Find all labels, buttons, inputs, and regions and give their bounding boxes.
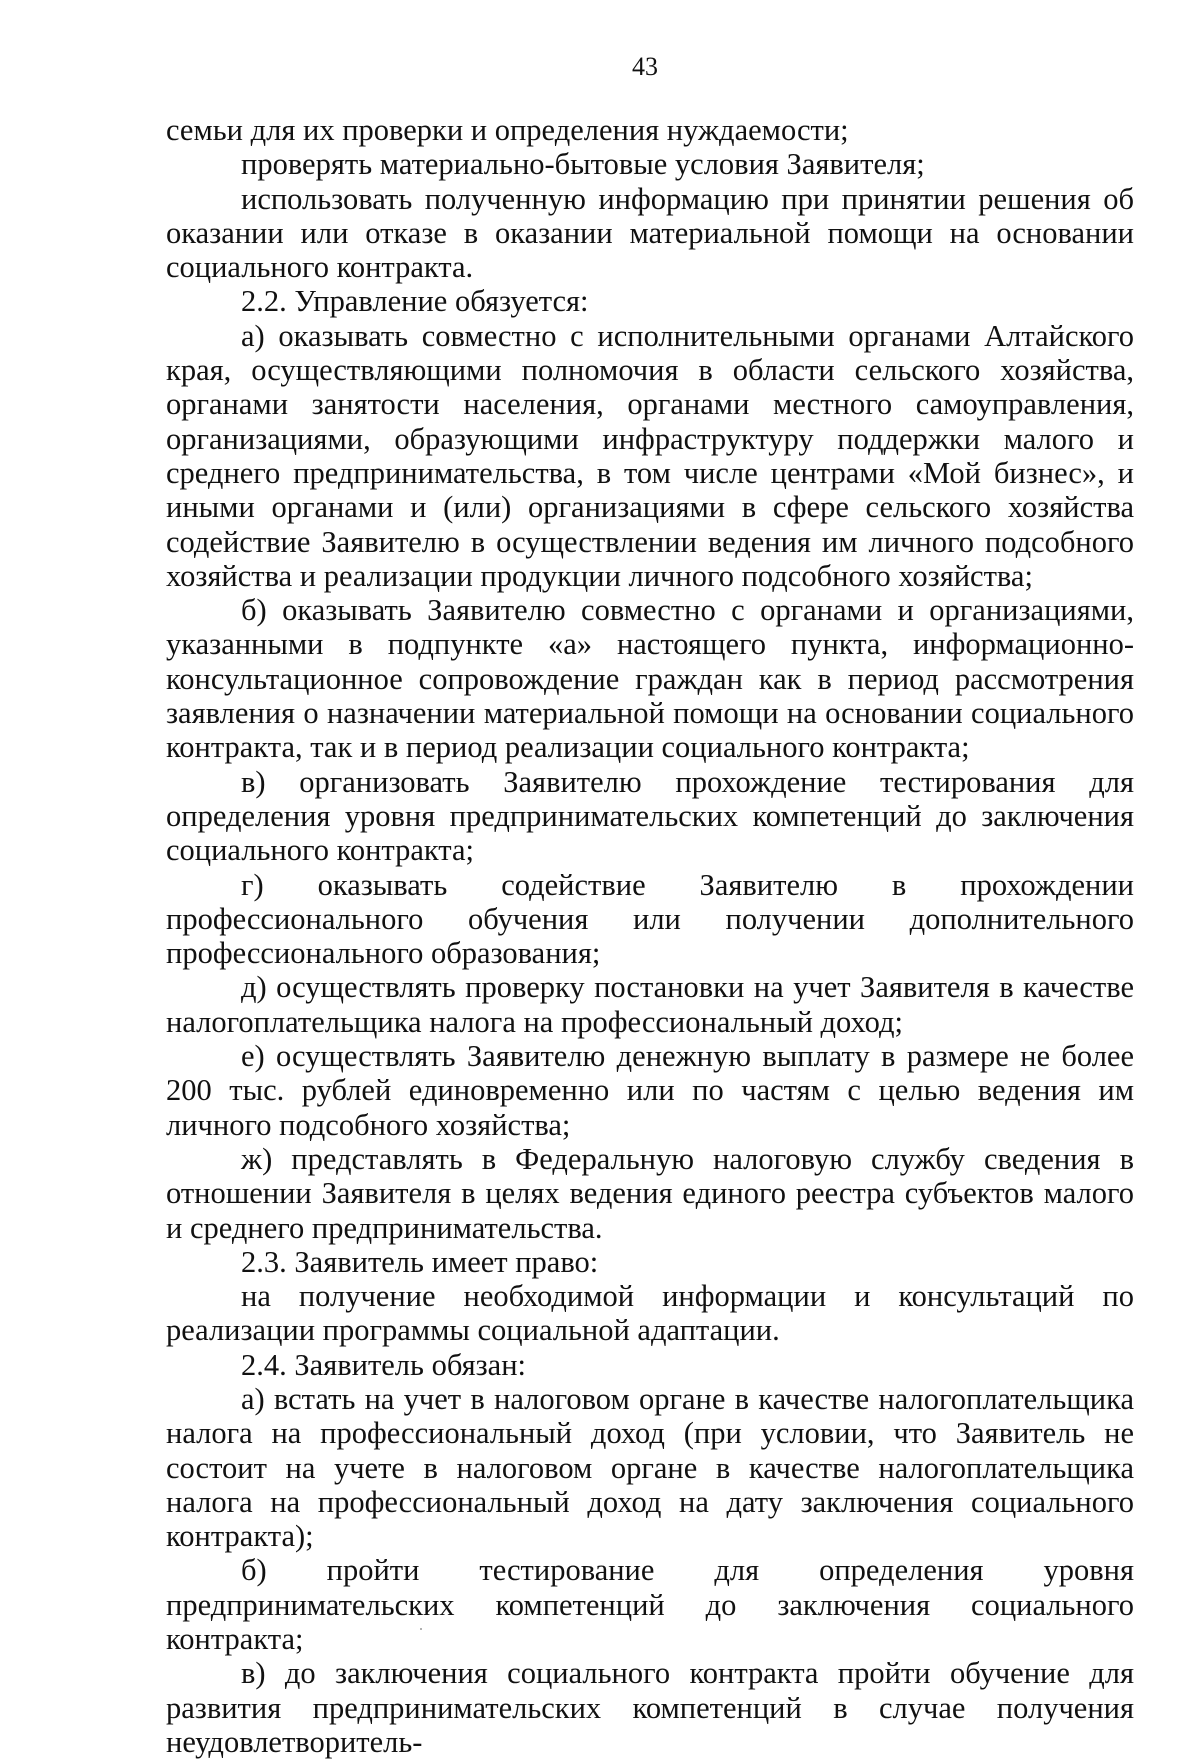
paragraph-2-2-e: е) осуществлять Заявителю денежную выплату в размере не более 200 тыс. рублей единовременно или по частям с целью ведения им личного подсобного хозяйства;	[166, 1039, 1134, 1142]
paragraph-2-2-d: д) осуществлять проверку постановки на учет Заявителя в качестве налогоплательщика налога на профессиональный доход;	[166, 970, 1134, 1039]
paragraph-3: использовать полученную информацию при принятии решения об оказании или отказе в оказании материальной помощи на основании социального контракта.	[166, 181, 1134, 285]
paragraph-2-2-a: а) оказывать совместно с исполнительными органами Алтайского края, осуществляющими полномочия в области сельского хозяйства, органами занятости населения, органами местного самоуправления, организациями, образующими инфраструктуру поддержки малого и среднего предпринимательства, в том числе центрами «Мой бизнес», и иными органами и (или) организациями в сфере сельского хозяйства содействие Заявителю в осуществлении ведения им личного подсобного хозяйства и реализации продукции личного подсобного хозяйства;	[166, 318, 1134, 593]
section-heading-2-3: 2.3. Заявитель имеет право:	[241, 1244, 599, 1279]
section-heading-2-4: 2.4. Заявитель обязан:	[241, 1347, 526, 1382]
paragraph-2: проверять материально-бытовые условия Заявителя;	[241, 147, 925, 182]
paragraph-2-2-zh: ж) представлять в Федеральную налоговую службу сведения в отношении Заявителя в целях ведения единого реестра субъектов малого и среднего предпринимательства.	[166, 1141, 1134, 1245]
paragraph-2-4-a: а) встать на учет в налоговом органе в качестве налогоплательщика налога на профессиональный доход (при условии, что Заявитель не состоит на учете в налоговом органе в качестве налогоплательщика налога на профессиональный доход на дату заключения социального контракта);	[166, 1381, 1134, 1554]
paragraph-2-2-v: в) организовать Заявителю прохождение тестирования для определения уровня предпринимательских компетенций до заключения социального контракта;	[166, 764, 1134, 868]
section-heading-2-2: 2.2. Управление обязуется:	[241, 284, 589, 319]
paragraph-2-4-v: в) до заключения социального контракта пройти обучение для развития предпринимательских компетенций в случае получения неудовлетворитель-	[166, 1656, 1134, 1759]
document-body	[166, 113, 1134, 1759]
paragraph-2-2-g: г) оказывать содействие Заявителю в прохождении профессионального обучения или получении дополнительного профессионального образования;	[166, 867, 1134, 971]
paragraph-2-4-b: б) пройти тестирование для определения уровня предпринимательских компетенций до заключения социального контракта;	[166, 1553, 1134, 1657]
paragraph-2-2-b: б) оказывать Заявителю совместно с органами и организациями, указанными в подпункте «а» настоящего пункта, информационно-консультационное сопровождение граждан как в период рассмотрения заявления о назначении материальной помощи на основании социального контракта, так и в период реализации социального контракта;	[166, 593, 1134, 765]
page-number: 43	[632, 52, 658, 81]
scan-speck	[420, 1628, 422, 1630]
paragraph-2-3-right: на получение необходимой информации и консультаций по реализации программы социальной адаптации.	[166, 1279, 1134, 1348]
paragraph-1: семьи для их проверки и определения нуждаемости;	[166, 113, 849, 147]
